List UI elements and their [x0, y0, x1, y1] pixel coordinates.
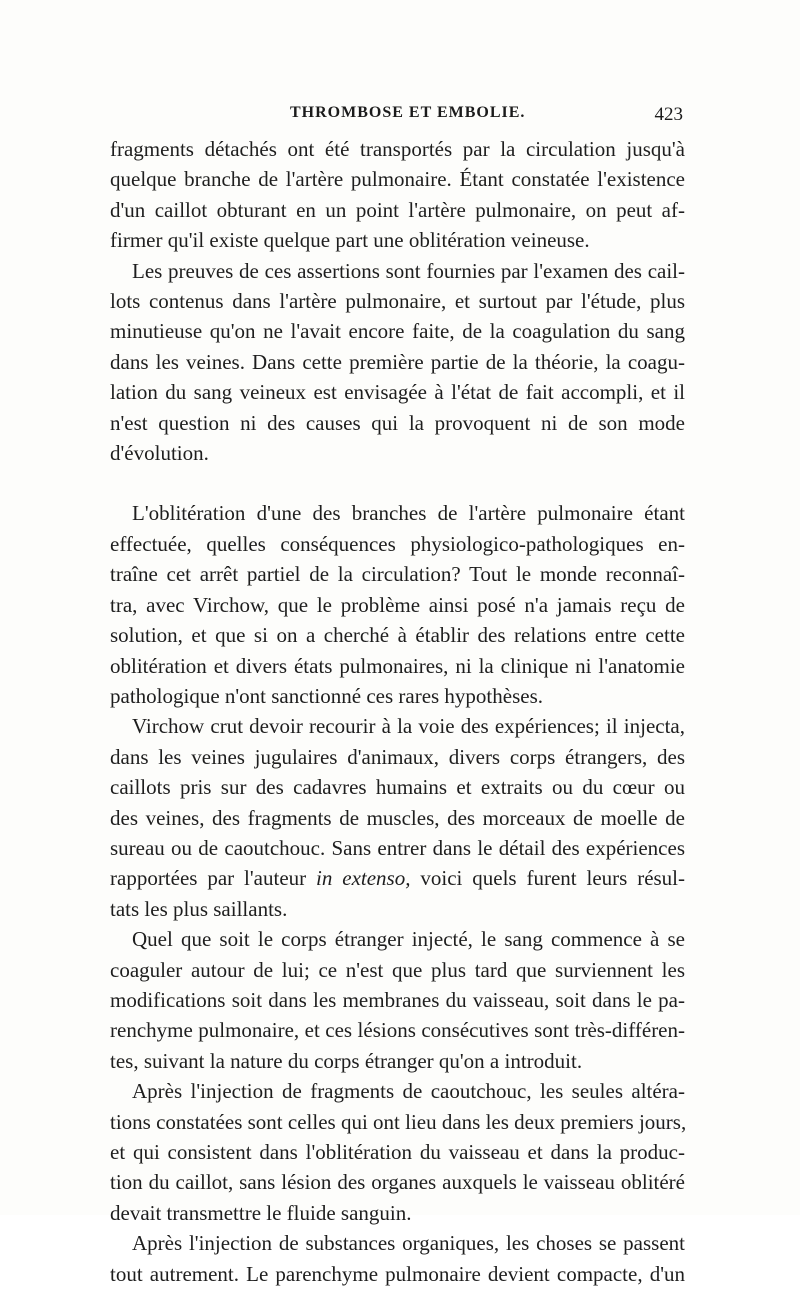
paragraph-4 [110, 711, 685, 924]
paragraph-5 [110, 924, 685, 1076]
text-line: tra, avec Virchow, que le problème ainsi posé n'a jamais reçu de [110, 592, 685, 617]
text-line: tes, suivant la nature du corps étranger qu'on a introduit. [110, 1048, 583, 1073]
text-line: coaguler autour de lui; ce n'est que plus tard que surviennent les [110, 957, 685, 982]
text-line: minutieuse qu'on ne l'avait encore faite, de la coagulation du sang [110, 319, 685, 344]
text-line-with-italic [110, 863, 685, 893]
text-line: lots contenus dans l'artère pulmonaire, et surtout par l'étude, plus [110, 289, 685, 314]
text-line: L'oblitération d'une des branches de l'artère pulmonaire étant [132, 501, 685, 526]
page-number: 423 [654, 104, 683, 125]
text-line: pathologique n'ont sanctionné ces rares hypothèses. [110, 683, 544, 708]
text-line: d'un caillot obturant en un point l'artère pulmonaire, on peut af- [110, 197, 685, 222]
running-title: THROMBOSE ET EMBOLIE. [290, 104, 526, 121]
text-line: tions constatées sont celles qui ont lieu dans les deux premiers jours, [110, 1109, 687, 1134]
text-line: n'est question ni des causes qui la provoquent ni de son mode [110, 410, 685, 435]
text-line: tion du caillot, sans lésion des organes auxquels le vaisseau oblitéré [110, 1170, 685, 1195]
paragraph-3 [110, 498, 685, 711]
text-line: effectuée, quelles conséquences physiologico-pathologiques en- [110, 531, 685, 556]
text-line: dans les veines jugulaires d'animaux, divers corps étrangers, des [110, 744, 685, 769]
text-line: firmer qu'il existe quelque part une oblitération veineuse. [110, 228, 590, 253]
text-line: lation du sang veineux est envisagée à l'état de fait accompli, et il [110, 380, 685, 405]
text-line: caillots pris sur des cadavres humains et extraits ou du cœur ou [110, 775, 685, 800]
text-line: modifications soit dans les membranes du vaisseau, soit dans le pa- [110, 987, 685, 1012]
italic-phrase: in extenso, [316, 866, 411, 891]
text-line: et qui consistent dans l'oblitération du vaisseau et dans la produc- [110, 1140, 685, 1164]
text-line: sureau ou de caoutchouc. Sans entrer dans le détail des expériences [110, 835, 685, 860]
text-line: d'évolution. [110, 441, 209, 466]
paragraph-2 [110, 256, 685, 469]
text-line: traîne cet arrêt partiel de la circulation? Tout le monde reconnaî- [110, 562, 685, 587]
paragraph-gap [110, 468, 685, 498]
running-head [110, 104, 685, 130]
paragraph-1 [110, 134, 685, 256]
text-line: des veines, des fragments de muscles, des morceaux de moelle de [110, 805, 685, 830]
text-line: solution, et que si on a cherché à établir des relations entre cette [110, 623, 685, 648]
text-line: Après l'injection de fragments de caoutchouc, les seules altéra- [132, 1079, 685, 1104]
text-line: oblitération et divers états pulmonaires, ni la clinique ni l'anatomie [110, 653, 685, 678]
text-line: dans les veines. Dans cette première partie de la théorie, la coagu- [110, 349, 685, 374]
text-line: Après l'injection de substances organiques, les choses se passent [132, 1231, 685, 1256]
text-line: Quel que soit le corps étranger injecté, le sang commence à se [132, 927, 685, 952]
text-line: tout autrement. Le parenchyme pulmonaire devient compacte, d'un [110, 1261, 685, 1286]
text-line: tats les plus saillants. [110, 896, 288, 921]
paragraph-7 [110, 1228, 685, 1289]
text-run: rapportées par l'auteur [110, 866, 317, 891]
text-line: Virchow crut devoir recourir à la voie des expériences; il injecta, [132, 714, 685, 739]
text-line: devait transmettre le fluide sanguin. [110, 1200, 412, 1225]
text-line: fragments détachés ont été transportés par la circulation jusqu'à [110, 137, 685, 161]
body-text [110, 134, 685, 1289]
text-line: Les preuves de ces assertions sont fournies par l'examen des cail- [132, 258, 685, 283]
paragraph-6 [110, 1076, 685, 1228]
text-line: quelque branche de l'artère pulmonaire. Étant constatée l'existence [110, 167, 685, 192]
text-run: voici quels furent leurs résul- [410, 866, 686, 891]
text-line: renchyme pulmonaire, et ces lésions consécutives sont très-différen- [110, 1018, 685, 1043]
